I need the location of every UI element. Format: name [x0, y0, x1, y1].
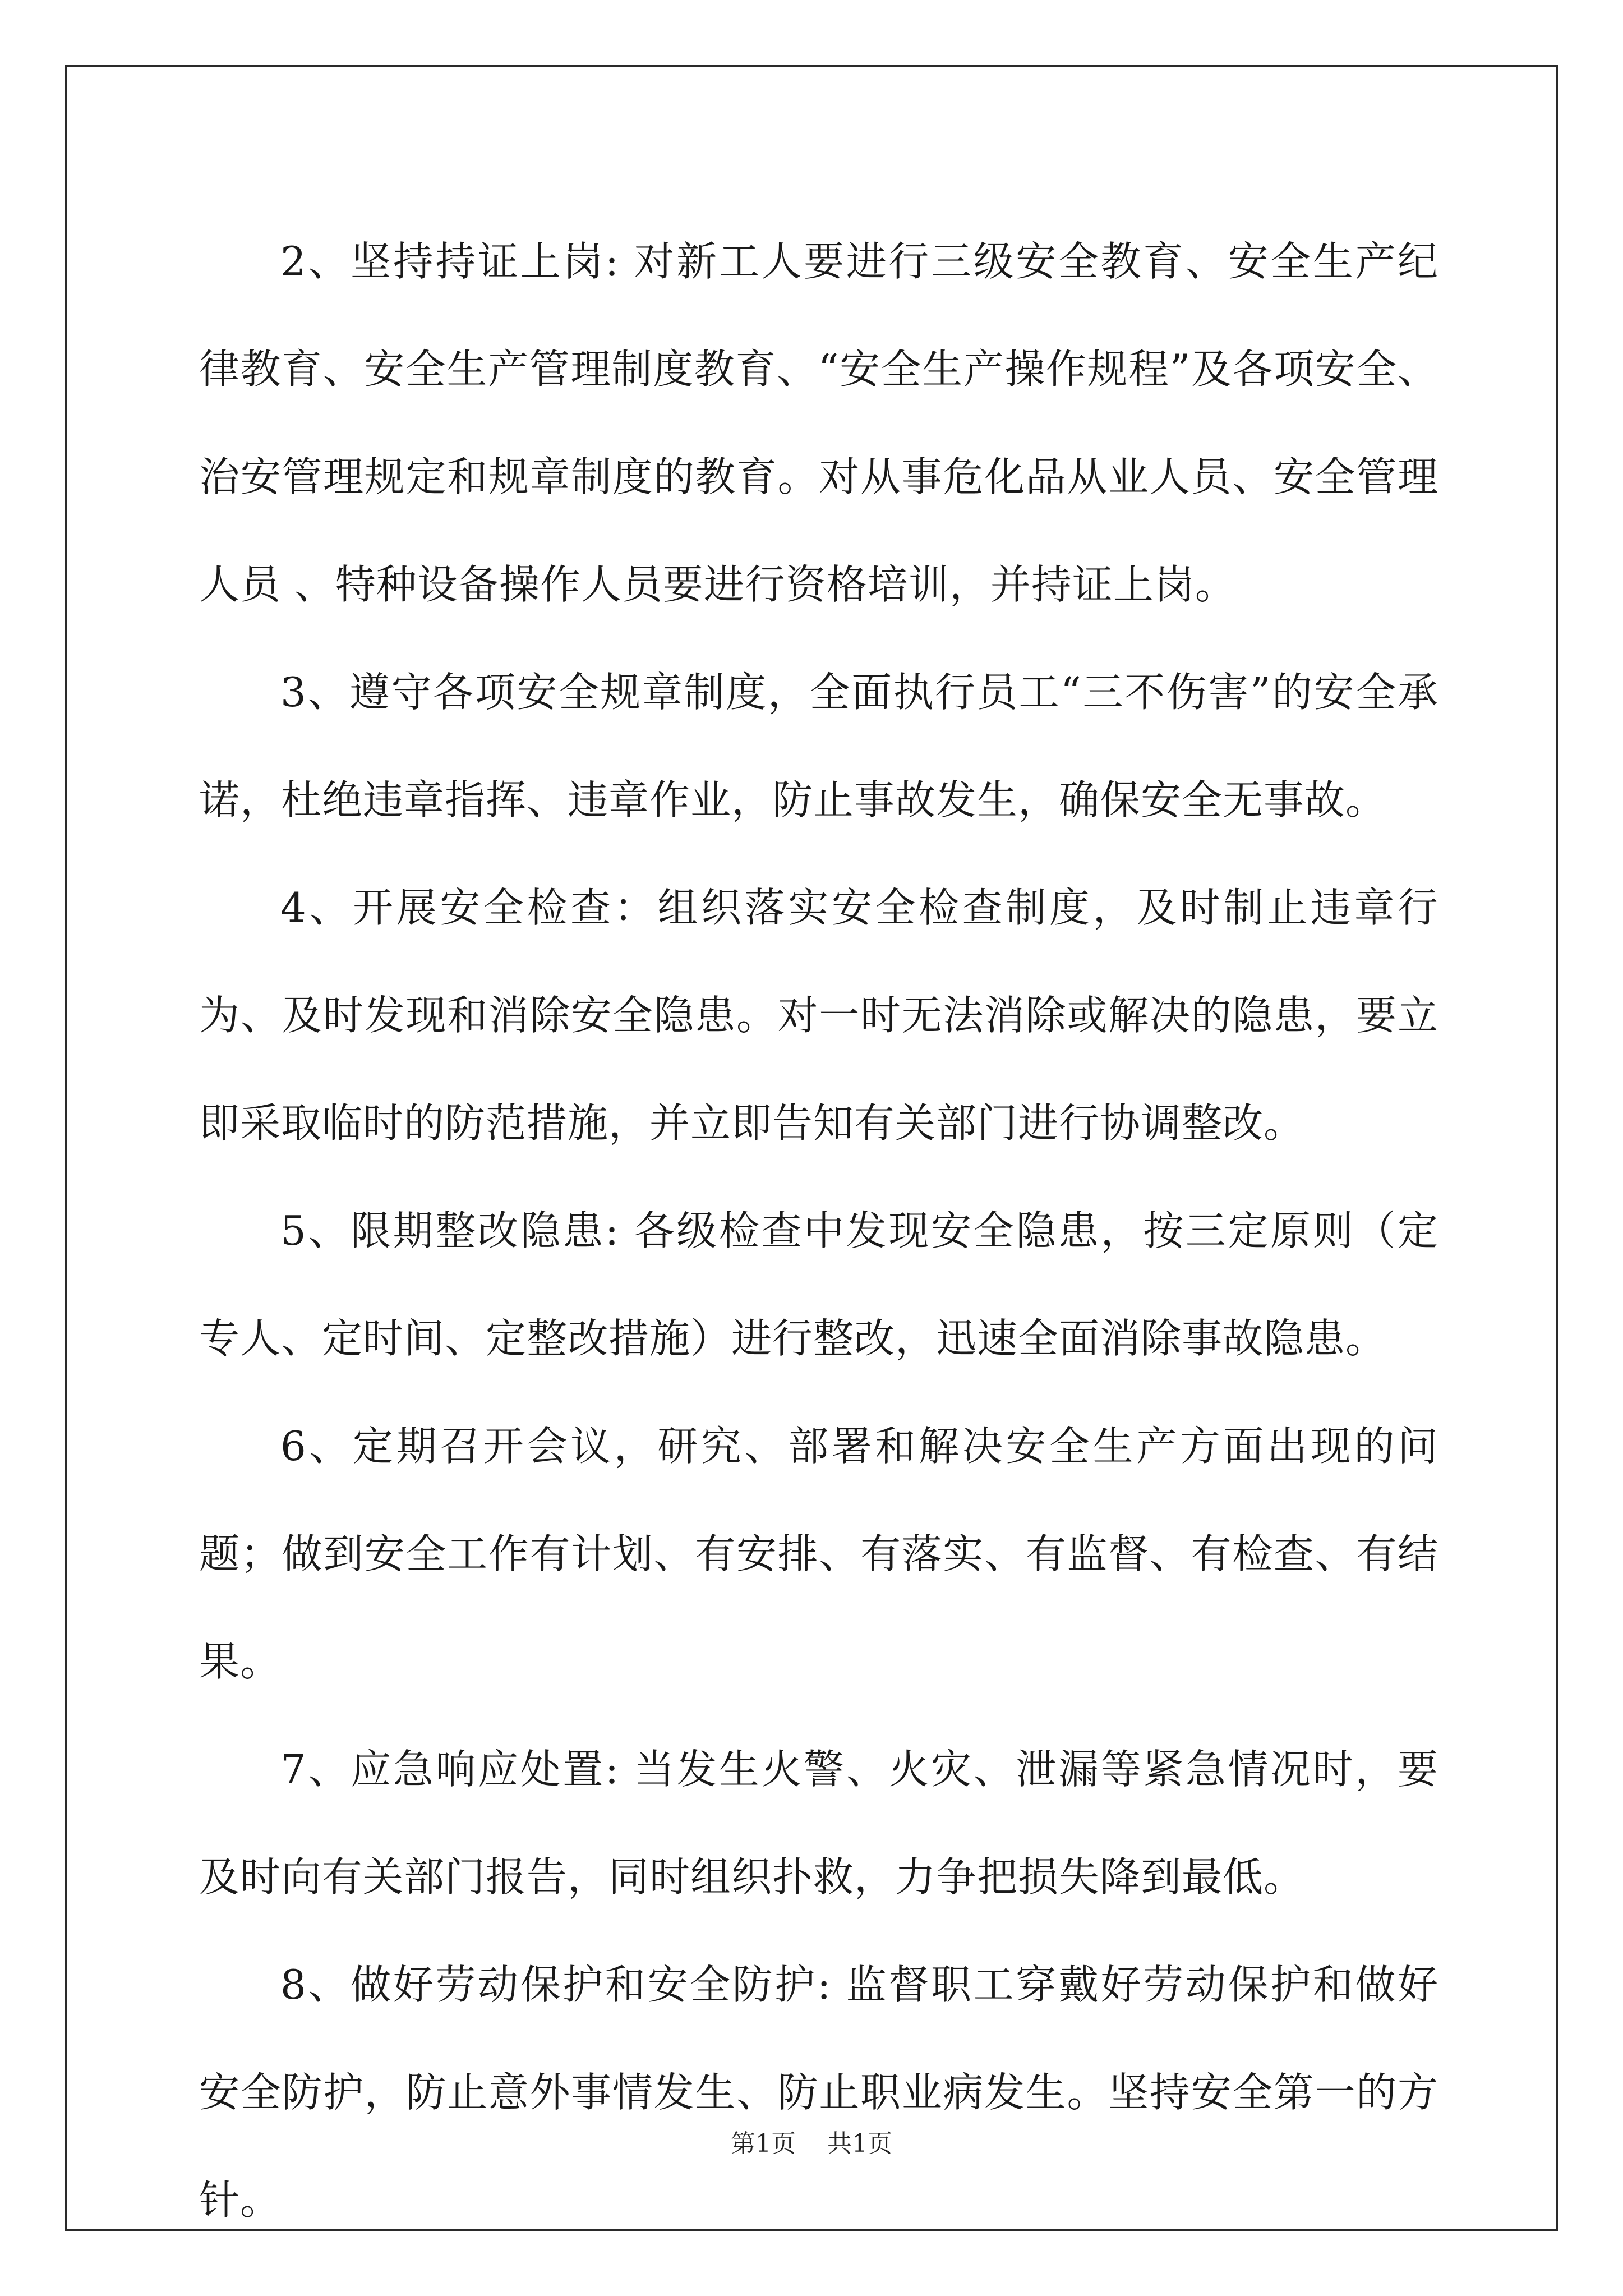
- paragraph-5: 5、限期整改隐患: 各级检查中发现安全隐患，按三定原则（定专人、定时间、定整改措施）进行整改，迅速全面消除事故隐患。: [199, 1207, 1438, 1362]
- paragraph-4: 4、开展安全检查：组织落实安全检查制度，及时制止违章行为、及时发现和消除安全隐患。对一时无法消除或解决的隐患，要立即采取临时的防范措施，并立即告知有关部门进行协调整改。: [199, 884, 1438, 1147]
- document-body: [199, 208, 1438, 2254]
- paragraph-2: 2、坚持持证上岗: 对新工人要进行三级安全教育、安全生产纪律教育、安全生产管理制度教育、“安全生产操作规程”及各项安全、治安管理规定和规章制度的教育。对从事危化品从业人员、安全管理人员 、特种设备操作人员要进行资格培训，并持证上岗。: [199, 238, 1438, 608]
- page-number: 第1页: [731, 2129, 796, 2158]
- paragraph-8: 8、做好劳动保护和安全防护: 监督职工穿戴好劳动保护和做好安全防护，防止意外事情发生、防止职业病发生。坚持安全第一的方针。: [199, 1961, 1438, 2224]
- page-total: 共1页: [827, 2129, 892, 2158]
- paragraph-6: 6、定期召开会议，研究、部署和解决安全生产方面出现的问题；做到安全工作有计划、有安排、有落实、有监督、有检查、有结果。: [199, 1423, 1438, 1685]
- paragraph-7: 7、应急响应处置: 当发生火警、火灾、泄漏等紧急情况时，要及时向有关部门报告，同时组织扑救，力争把损失降到最低。: [199, 1746, 1438, 1901]
- page-footer: [0, 2127, 1623, 2161]
- paragraph-3: 3、遵守各项安全规章制度，全面执行员工“三不伤害”的安全承诺，杜绝违章指挥、违章作业，防止事故发生，确保安全无事故。: [199, 669, 1438, 823]
